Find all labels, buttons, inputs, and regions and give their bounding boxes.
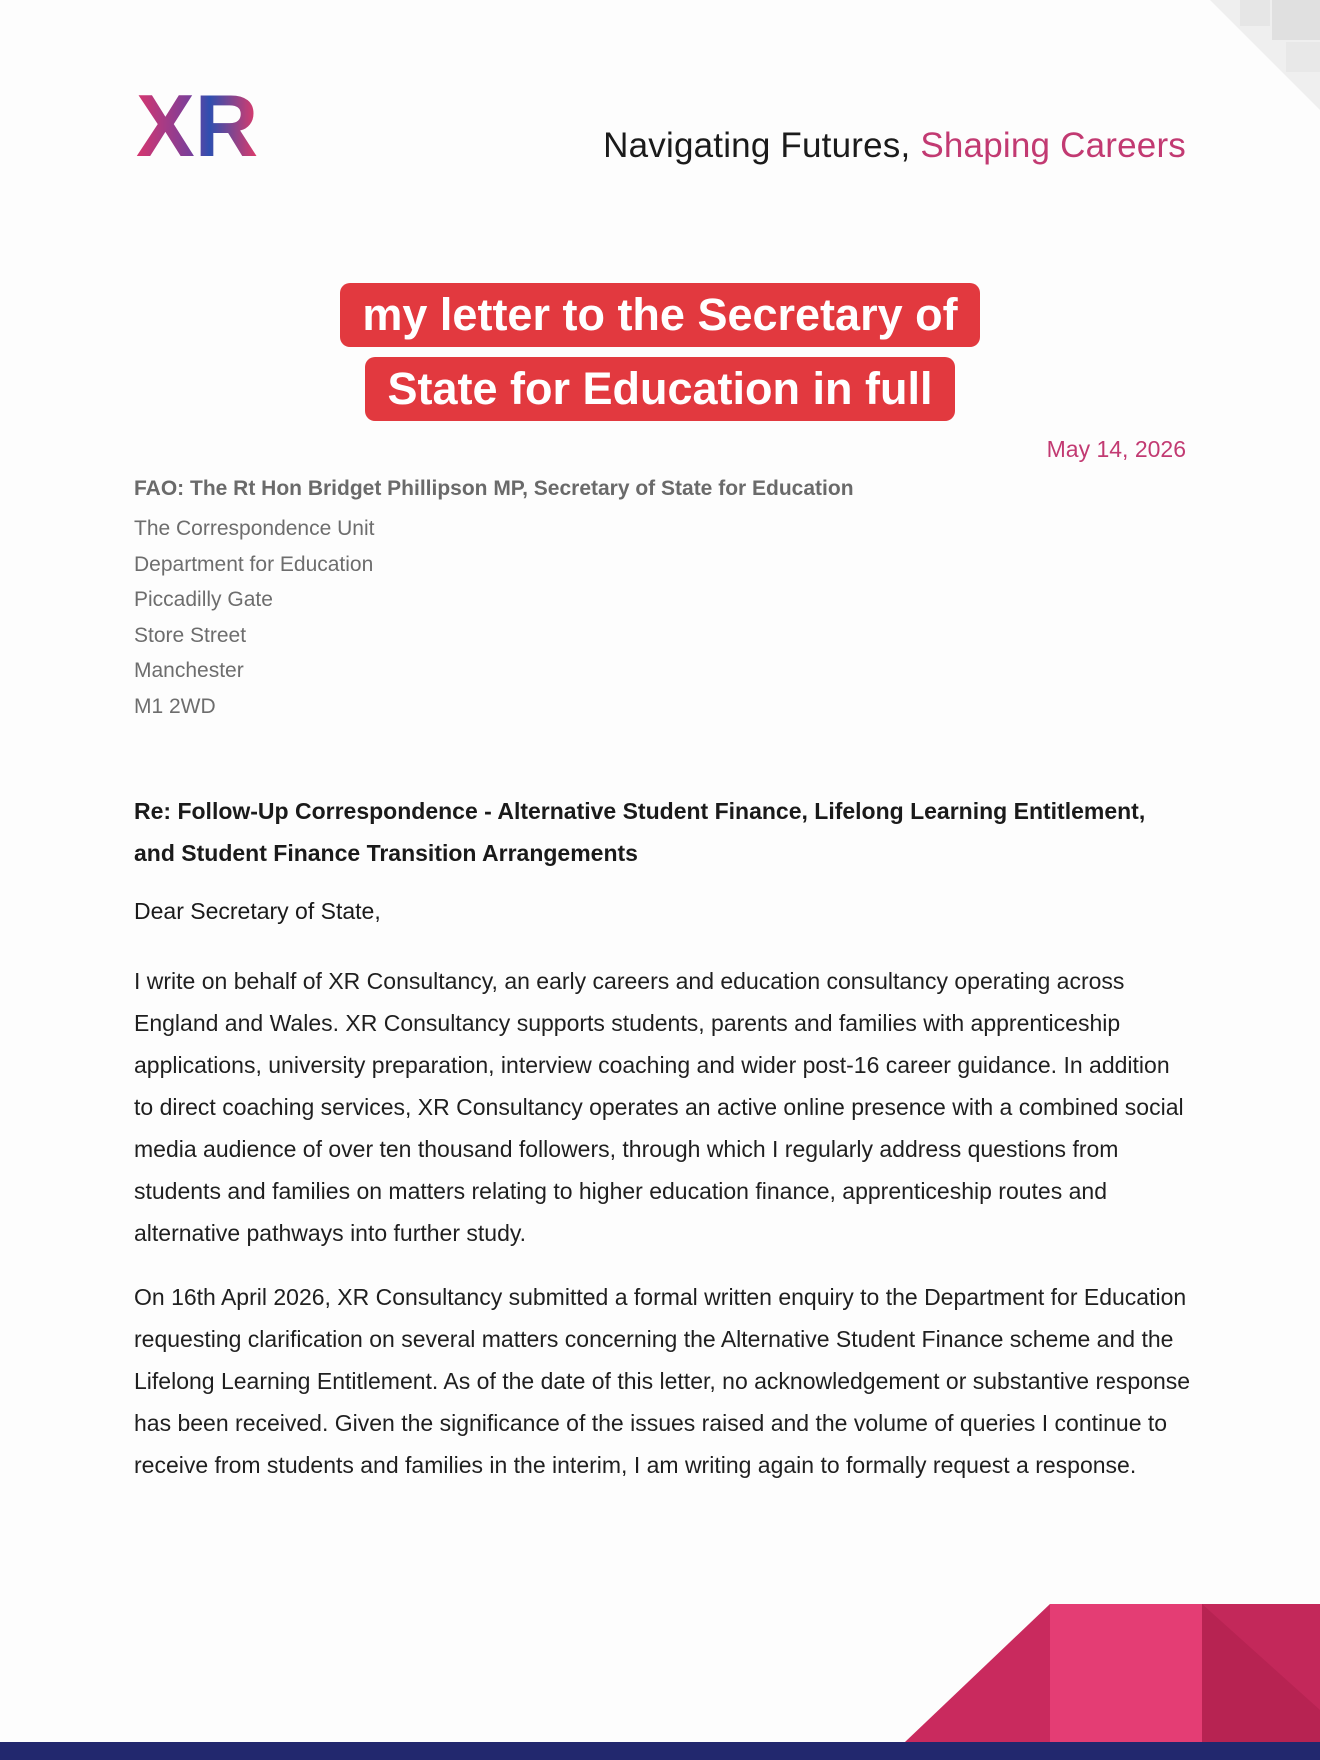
body-paragraph-1: I write on behalf of XR Consultancy, an early careers and education consultancy operating across England and Wales. XR Consultancy supports students, parents and families with apprenticeship applications, university preparation, interview coaching and wider post-16 career guidance. In addition to direct coaching services, XR Consultancy operates an active online presence with a combined social media audience of over ten thousand followers, through which I regularly address questions from students and families on matters relating to higher education finance, apprenticeship routes and alternative pathways into further study. bbox=[134, 968, 1184, 1246]
footer-decoration bbox=[0, 1580, 1320, 1760]
subject-line-1: Re: Follow-Up Correspondence - Alternative Student Finance, Lifelong Learning Entitlement, bbox=[134, 798, 1146, 824]
address-line: Manchester bbox=[134, 659, 244, 682]
subject-line-2: and Student Finance Transition Arrangements bbox=[134, 840, 638, 866]
caption-line-1 bbox=[0, 283, 1320, 347]
subject-line bbox=[134, 790, 1194, 874]
caption-text-2: State for Education in full bbox=[365, 357, 954, 421]
caption-line-2 bbox=[0, 357, 1320, 421]
address-line: The Correspondence Unit bbox=[134, 517, 375, 540]
address-line: M1 2WD bbox=[134, 694, 216, 718]
address-line: Department for Education bbox=[134, 552, 374, 576]
address-fao: FAO: The Rt Hon Bridget Phillipson MP, Secretary of State for Education bbox=[134, 477, 854, 500]
caption-text-1: my letter to the Secretary of bbox=[340, 283, 979, 347]
tagline bbox=[603, 126, 1186, 166]
xr-logo bbox=[136, 88, 272, 162]
address-line: Piccadilly Gate bbox=[134, 588, 273, 611]
tagline-part-1: Navigating Futures, bbox=[603, 126, 921, 165]
salutation: Dear Secretary of State, bbox=[134, 898, 381, 924]
recipient-address bbox=[134, 477, 854, 724]
body-paragraph-2: On 16th April 2026, XR Consultancy submitted a formal written enquiry to the Department for Education requesting clarification on several matters concerning the Alternative Student Finance scheme and the Lifelong Learning Entitlement. As of the date of this letter, no acknowledgement or substantive response has been received. Given the significance of the issues raised and the volume of queries I continue to receive from students and families in the interim, I am writing again to formally request a response. bbox=[134, 1284, 1191, 1478]
svg-text:XR: XR bbox=[136, 88, 259, 162]
address-line: Store Street bbox=[134, 623, 247, 647]
tagline-part-2: Shaping Careers bbox=[920, 126, 1186, 165]
corner-decoration bbox=[1200, 0, 1320, 120]
letter-date: May 14, 2026 bbox=[1046, 436, 1186, 462]
